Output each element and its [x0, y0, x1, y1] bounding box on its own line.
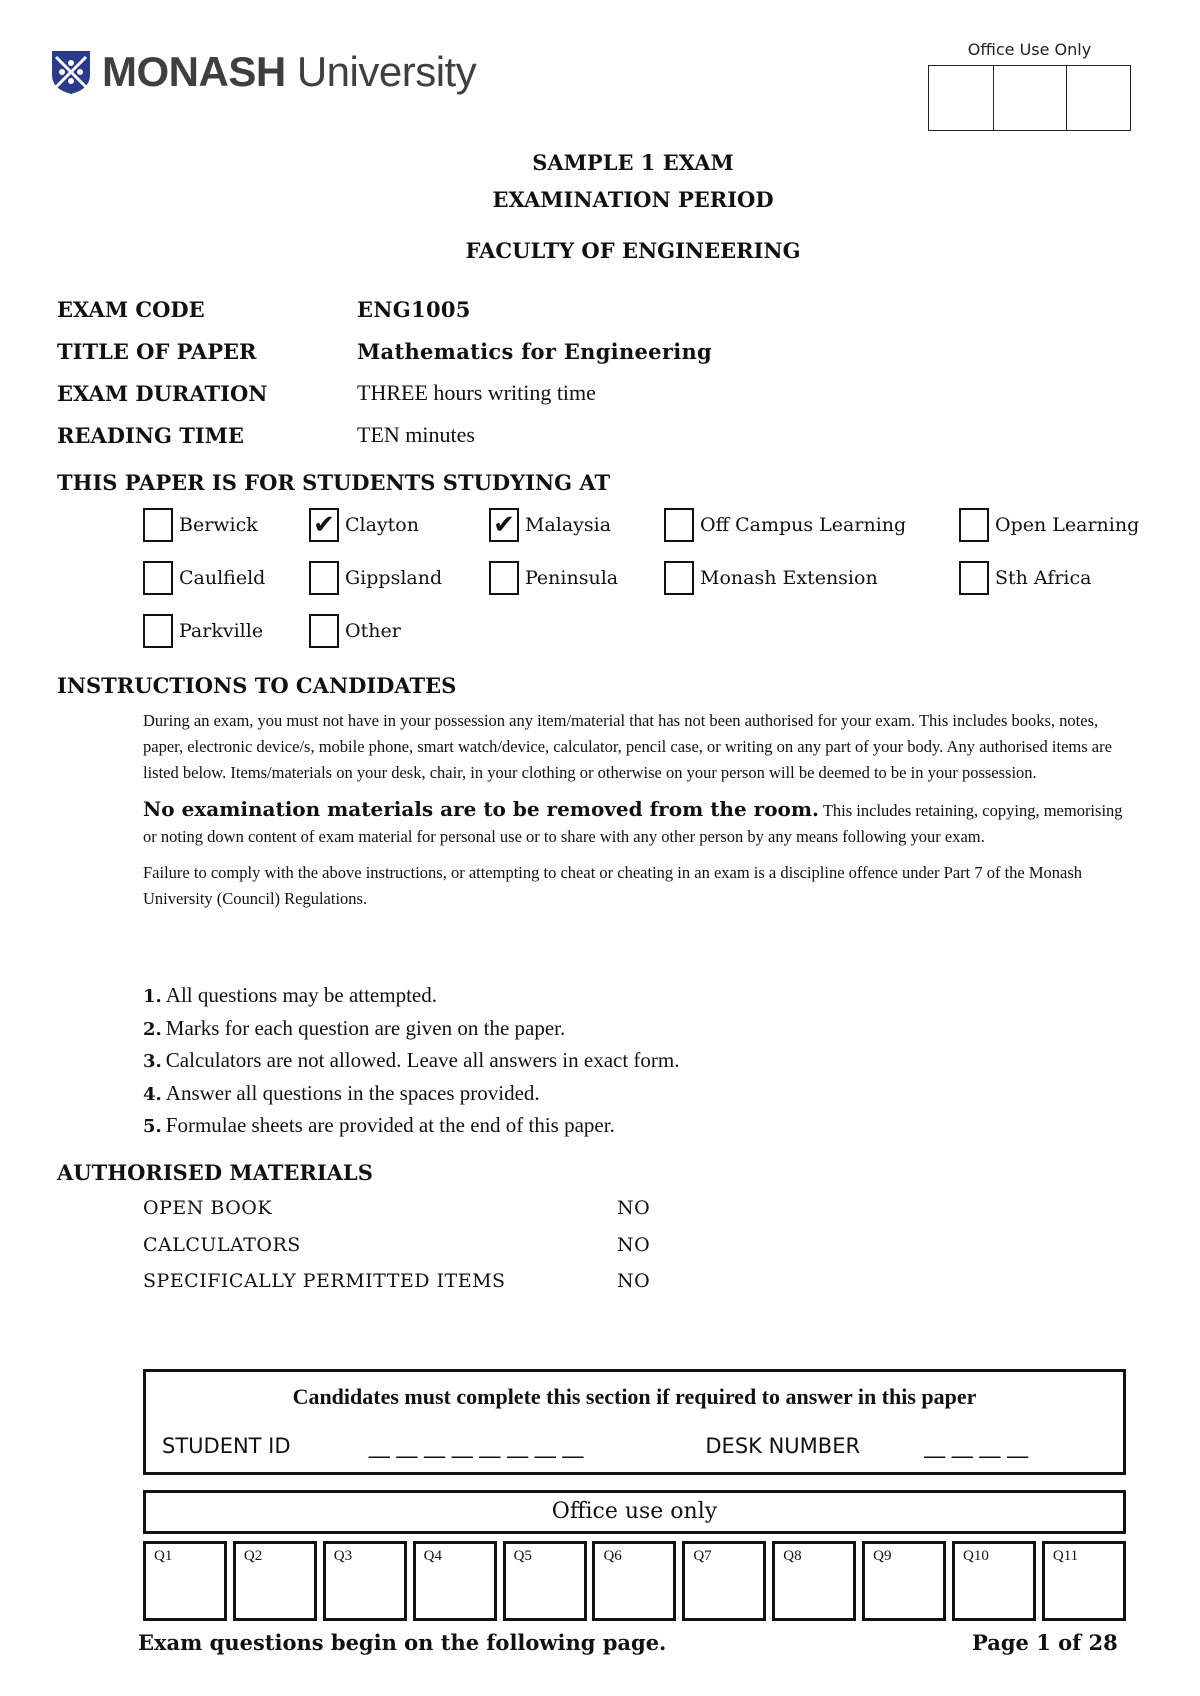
campus-label: Malaysia: [525, 514, 612, 536]
faculty-title: FACULTY OF ENGINEERING: [465, 238, 801, 263]
question-box[interactable]: Q11: [1042, 1541, 1126, 1621]
authorised-value: NO: [617, 1233, 651, 1256]
authorised-value: NO: [617, 1270, 651, 1293]
campus-label: Off Campus Learning: [700, 514, 907, 536]
office-use-banner: Office use only: [143, 1490, 1126, 1534]
authorised-materials: [143, 1190, 650, 1300]
checkbox-empty[interactable]: [664, 508, 694, 542]
campus-label: Parkville: [179, 620, 264, 642]
campus-label: Monash Extension: [700, 567, 878, 589]
campus-label: Other: [345, 620, 401, 642]
list-number: 5.: [143, 1116, 162, 1137]
monash-crest-icon: [50, 49, 92, 95]
candidate-section: [143, 1369, 1126, 1475]
checkbox-checked[interactable]: [309, 508, 339, 542]
campus-berwick[interactable]: [143, 508, 258, 542]
reading-time-label: READING TIME: [57, 422, 244, 448]
list-text: Marks for each question are given on the paper.: [165, 1015, 566, 1040]
question-box[interactable]: Q9: [862, 1541, 946, 1621]
campus-caulfield[interactable]: [143, 561, 265, 595]
campus-label: Gippsland: [345, 567, 443, 589]
candidate-fields: [162, 1434, 1028, 1458]
campus-clayton[interactable]: [309, 508, 419, 542]
campus-open-learning[interactable]: [959, 508, 1139, 542]
authorised-row: [143, 1190, 650, 1227]
authorised-key: SPECIFICALLY PERMITTED ITEMS: [143, 1270, 506, 1293]
student-id-field[interactable]: __ __ __ __ __ __ __ __: [368, 1434, 584, 1458]
logo-wordmark: MONASH University: [102, 48, 477, 95]
question-marks-row: [143, 1541, 1126, 1621]
list-text: Calculators are not allowed. Leave all answers in exact form.: [165, 1048, 680, 1072]
exam-duration-value: THREE hours writing time: [357, 380, 596, 405]
checkbox-empty[interactable]: [143, 508, 173, 542]
office-use-top: [928, 40, 1131, 131]
instructions-text: [143, 708, 1126, 922]
check-mark-icon: ✔: [493, 510, 515, 540]
instructions-text-rest: This includes retaining, copying, memorising or noting down content of exam material for personal use or to share with any other person by any means following your exam.: [143, 801, 1123, 846]
question-box[interactable]: Q7: [682, 1541, 766, 1621]
campus-malaysia[interactable]: [489, 508, 611, 542]
campus-label: Open Learning: [995, 514, 1140, 536]
campus-monash-extension[interactable]: [664, 561, 878, 595]
instructions-paragraph: During an exam, you must not have in your possession any item/material that has not been authorised for your exam. This includes books, notes, paper, electronic device/s, mobile phone, smart watch/device, calculator, pencil case, or writing on any part of your body. Any authorised items are listed below. Items/materials on your desk, chair, in your clothing or otherwise on your person will be deemed to be in your possession.: [143, 711, 1112, 782]
campus-label: Caulfield: [179, 567, 266, 589]
checkbox-empty[interactable]: [489, 561, 519, 595]
list-number: 2.: [143, 1018, 162, 1040]
reading-time-value: TEN minutes: [357, 422, 475, 447]
checkbox-empty[interactable]: [664, 561, 694, 595]
list-item: [143, 1110, 680, 1143]
authorised-heading: AUTHORISED MATERIALS: [57, 1160, 373, 1185]
list-number: 3.: [143, 1051, 162, 1072]
desk-number-label: DESK NUMBER: [705, 1434, 861, 1458]
checkbox-empty[interactable]: [143, 561, 173, 595]
office-use-box[interactable]: [994, 66, 1067, 130]
checkbox-empty[interactable]: [309, 614, 339, 648]
authorised-key: CALCULATORS: [143, 1233, 301, 1256]
exam-code-value: ENG1005: [357, 296, 471, 322]
desk-number-field[interactable]: __ __ __ __: [924, 1434, 1029, 1458]
check-mark-icon: ✔: [313, 510, 335, 540]
monash-logo: [50, 48, 476, 96]
instructions-paragraph: Failure to comply with the above instructions, or attempting to cheat or cheating in an exam is a discipline offence under Part 7 of the Monash University (Council) Regulations.: [143, 863, 1083, 908]
checkbox-empty[interactable]: [959, 508, 989, 542]
list-text: Formulae sheets are provided at the end of this paper.: [165, 1113, 615, 1137]
paper-title-row: [57, 330, 712, 372]
reading-time-row: [57, 414, 712, 456]
footer-note: Exam questions begin on the following page.: [138, 1630, 667, 1655]
list-number: 1.: [143, 986, 162, 1007]
question-box[interactable]: Q2: [233, 1541, 317, 1621]
question-box[interactable]: Q5: [503, 1541, 587, 1621]
campus-label: Peninsula: [525, 567, 619, 589]
numbered-instructions: [143, 980, 680, 1143]
campus-sth-africa[interactable]: [959, 561, 1091, 595]
office-use-box[interactable]: [1067, 66, 1129, 130]
list-number: 4.: [143, 1083, 162, 1105]
authorised-value: NO: [617, 1197, 651, 1220]
list-item: [143, 1078, 680, 1111]
checkbox-empty[interactable]: [309, 561, 339, 595]
campus-other[interactable]: [309, 614, 401, 648]
campus-gippsland[interactable]: [309, 561, 442, 595]
question-box[interactable]: Q3: [323, 1541, 407, 1621]
exam-code-label: EXAM CODE: [57, 296, 205, 322]
office-use-box[interactable]: [929, 66, 994, 130]
exam-details: [57, 288, 712, 456]
page-number: Page 1 of 28: [972, 1630, 1118, 1655]
campus-label: Sth Africa: [995, 567, 1092, 589]
exam-duration-row: [57, 372, 712, 414]
list-item: [143, 1013, 680, 1046]
list-item: [143, 980, 680, 1013]
authorised-row: [143, 1263, 650, 1300]
list-item: [143, 1045, 680, 1078]
authorised-row: [143, 1227, 650, 1264]
exam-duration-label: EXAM DURATION: [57, 380, 268, 406]
instructions-emphasis: No examination materials are to be removed from the room.: [143, 797, 819, 821]
checkbox-empty[interactable]: [959, 561, 989, 595]
office-use-label: Office Use Only: [967, 40, 1092, 59]
exam-period: EXAMINATION PERIOD: [492, 187, 774, 212]
question-box[interactable]: Q6: [592, 1541, 676, 1621]
campus-heading: THIS PAPER IS FOR STUDENTS STUDYING AT: [57, 470, 611, 495]
campus-peninsula[interactable]: [489, 561, 618, 595]
student-id-label: STUDENT ID: [162, 1434, 291, 1458]
campus-parkville[interactable]: [143, 614, 263, 648]
question-box[interactable]: Q4: [413, 1541, 497, 1621]
exam-code-row: [57, 288, 712, 330]
question-box[interactable]: Q8: [772, 1541, 856, 1621]
instructions-paragraph: [143, 796, 1126, 850]
question-box[interactable]: Q10: [952, 1541, 1036, 1621]
paper-title-label: TITLE OF PAPER: [57, 338, 257, 364]
exam-title: SAMPLE 1 EXAM: [532, 150, 734, 175]
campus-label: Berwick: [179, 514, 258, 536]
authorised-key: OPEN BOOK: [143, 1197, 273, 1220]
campus-off-campus-learning[interactable]: [664, 508, 906, 542]
checkbox-checked[interactable]: [489, 508, 519, 542]
list-text: Answer all questions in the spaces provided.: [165, 1080, 540, 1105]
checkbox-empty[interactable]: [143, 614, 173, 648]
instructions-heading: INSTRUCTIONS TO CANDIDATES: [57, 673, 457, 698]
question-box[interactable]: Q1: [143, 1541, 227, 1621]
paper-title-value: Mathematics for Engineering: [357, 338, 713, 364]
candidate-section-title: Candidates must complete this section if required to answer in this paper: [292, 1384, 977, 1409]
campus-label: Clayton: [345, 514, 419, 536]
office-use-boxes: [928, 65, 1131, 131]
list-text: All questions may be attempted.: [165, 983, 437, 1007]
